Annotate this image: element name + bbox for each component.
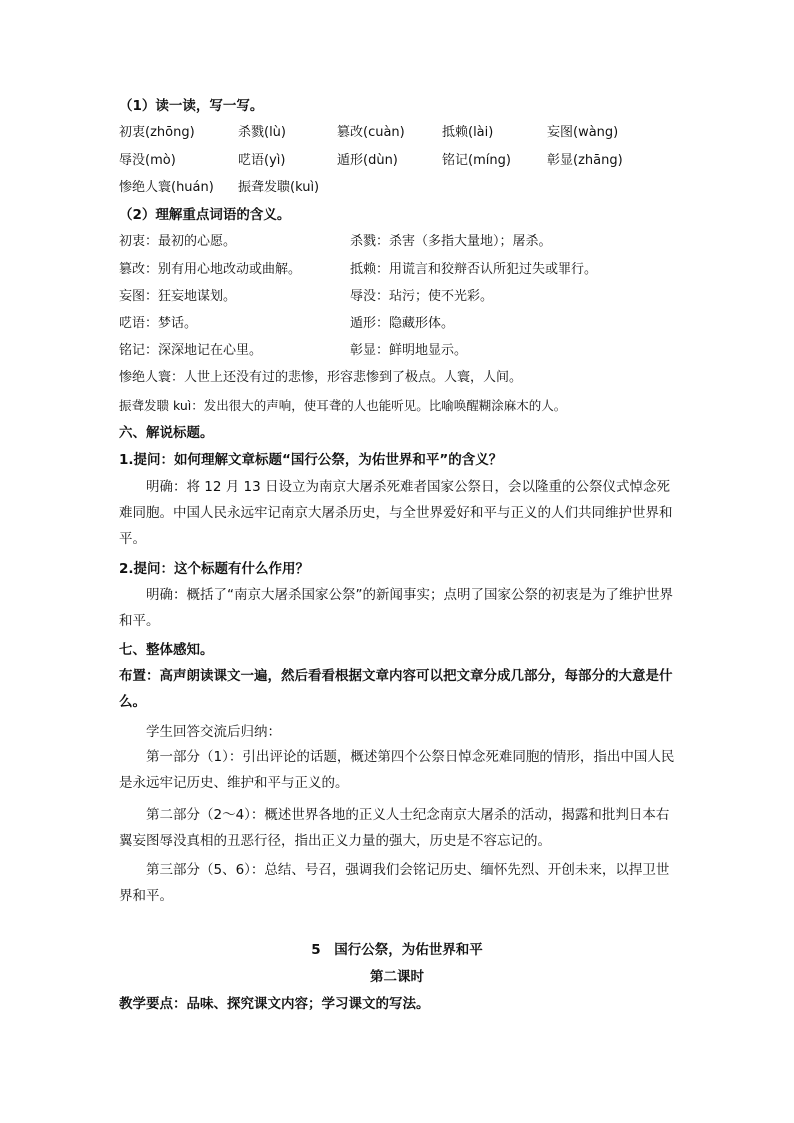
part-2-text: 第二部分（2～4）：概述世界各地的正义人士纪念南京大屠杀的活动，揭露和批判日本右翼妄图辱没真相的丑恶行径，指出正义力量的强大，历史是不容忘记的。 bbox=[119, 807, 670, 849]
word-mingji: 铭记(míng) bbox=[442, 153, 511, 168]
word-canjuerenhuan: 惨绝人寰(huán) bbox=[119, 180, 214, 195]
section1-heading: （1）读一读，写一写。 bbox=[119, 98, 264, 114]
word-yiyu: 呓语(yì) bbox=[238, 153, 286, 168]
question-1: 1.提问：如何理解文章标题“国行公祭，为佑世界和平”的含义？ bbox=[119, 452, 503, 468]
definition-left-5: 铭记：深深地记在心里。 bbox=[119, 343, 263, 358]
word-dilai: 抵赖(lài) bbox=[442, 125, 494, 140]
section6-heading: 六、解说标题。 bbox=[119, 425, 214, 441]
lesson-period: 第二课时 bbox=[370, 969, 424, 985]
section2-heading: （2）理解重点词语的含义。 bbox=[119, 207, 291, 223]
part-1 bbox=[119, 744, 679, 796]
answer-2-text: 明确：概括了“南京大屠杀国家公祭”的新闻事实；点明了国家公祭的初衷是为了维护世界和平。 bbox=[119, 587, 673, 629]
part-3-text: 第三部分（5、6）：总结、号召，强调我们会铭记历史、缅怀先烈、开创未来，以捍卫世界和平。 bbox=[119, 862, 670, 904]
teaching-focus: 教学要点：品味、探究课文内容；学习课文的写法。 bbox=[119, 996, 430, 1012]
word-zhangxian: 彰显(zhāng) bbox=[547, 153, 623, 168]
part-2 bbox=[119, 802, 679, 854]
question-2: 2.提问：这个标题有什么作用？ bbox=[119, 561, 310, 577]
lesson-title: 5 国行公祭，为佑世界和平 bbox=[311, 942, 483, 958]
definition-canjuerenhuan: 惨绝人寰：人世上还没有过的悲惨，形容悲惨到了极点。人寰，人间。 bbox=[119, 370, 523, 385]
word-zhenlongfakui: 振聋发聩(kuì) bbox=[238, 180, 320, 195]
answer-1-text: 明确：将 12 月 13 日设立为南京大屠杀死难者国家公祭日，会以隆重的公祭仪式悼念死难同胞。中国人民永远牢记南京大屠杀历史，与全世界爱好和平与正义的人们共同维护世界和平。 bbox=[119, 479, 673, 547]
answer-2 bbox=[119, 582, 679, 634]
definition-left-3: 妄图：狂妄地谋划。 bbox=[119, 289, 237, 304]
part-1-text: 第一部分（1）：引出评论的话题，概述第四个公祭日悼念死难同胞的情形，指出中国人民是永远牢记历史、维护和平与正义的。 bbox=[119, 749, 675, 791]
definition-left-2: 篡改：别有用心地改动或曲解。 bbox=[119, 262, 302, 277]
word-dunxing: 遁形(dùn) bbox=[337, 153, 398, 168]
definition-zhenlongfakui: 振聋发聩 kuì：发出很大的声响，使耳聋的人也能听见。比喻唤醒糊涂麻木的人。 bbox=[119, 398, 567, 413]
word-rumo: 辱没(mò) bbox=[119, 153, 176, 168]
part-3 bbox=[119, 857, 679, 909]
task-assignment: 布置：高声朗读课文一遍，然后看看根据文章内容可以把文章分成几部分，每部分的大意是什么。 bbox=[119, 668, 673, 710]
word-chuzhong: 初衷(zhōng) bbox=[119, 125, 195, 140]
word-wangtu: 妄图(wàng) bbox=[547, 125, 619, 140]
definition-right-1: 杀戮：杀害（多指大量地）；屠杀。 bbox=[350, 234, 552, 249]
definition-right-3: 辱没：玷污；使不光彩。 bbox=[350, 289, 494, 304]
answer-1 bbox=[119, 474, 679, 552]
definition-left-4: 呓语：梦话。 bbox=[119, 316, 198, 331]
summary-label: 学生回答交流后归纳： bbox=[146, 724, 281, 740]
definition-right-5: 彰显：鲜明地显示。 bbox=[350, 343, 468, 358]
word-shalu: 杀戮(lù) bbox=[238, 125, 286, 140]
definition-right-2: 抵赖：用谎言和狡辩否认所犯过失或罪行。 bbox=[350, 262, 598, 277]
section7-heading: 七、整体感知。 bbox=[119, 642, 214, 658]
definition-left-1: 初衷：最初的心愿。 bbox=[119, 234, 237, 249]
definition-right-4: 遁形：隐藏形体。 bbox=[350, 316, 455, 331]
word-cuangai: 篡改(cuàn) bbox=[337, 125, 405, 140]
